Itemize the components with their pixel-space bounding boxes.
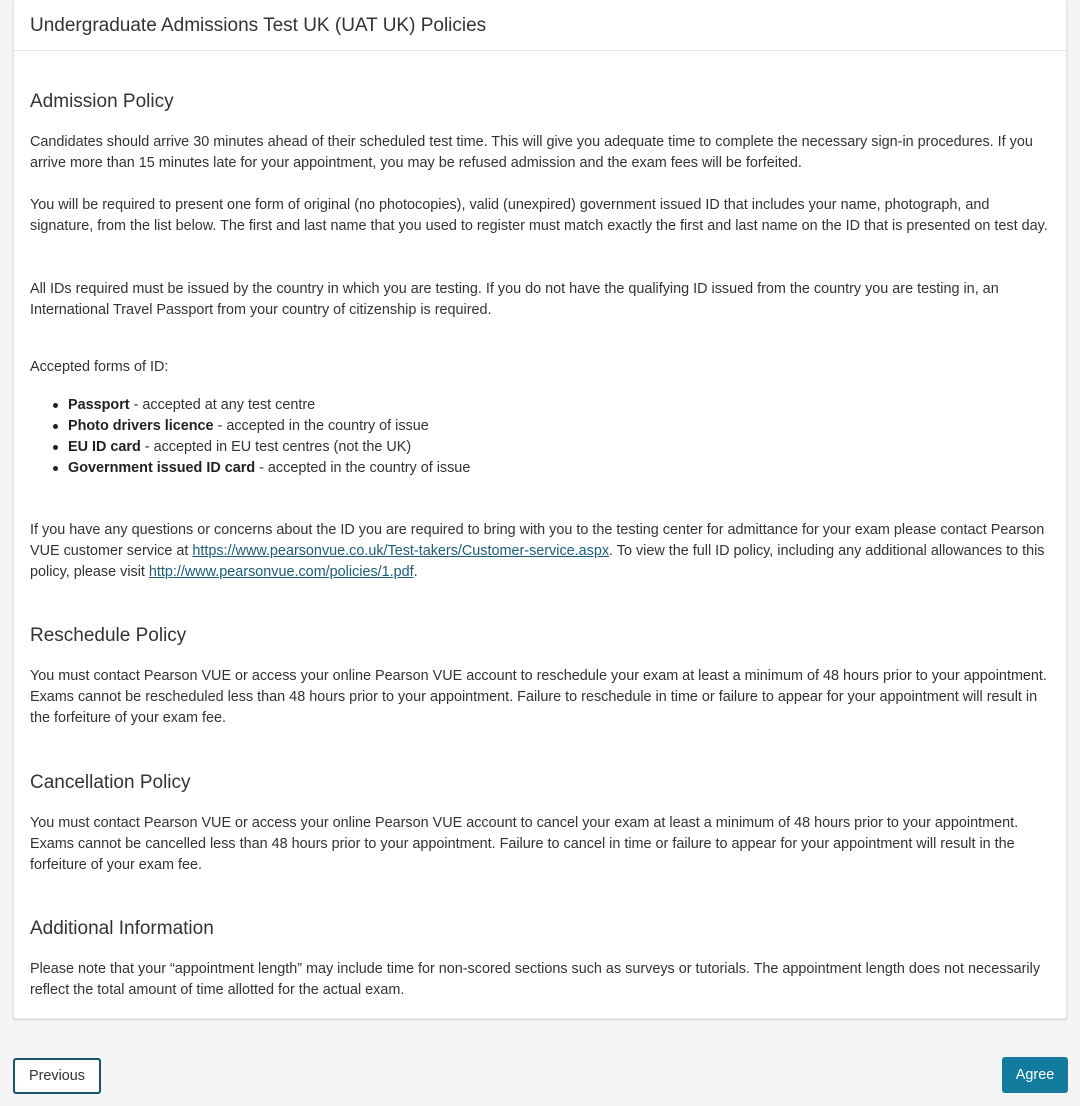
cancellation-policy-heading: Cancellation Policy [30,772,191,793]
id-type-name: Passport [68,397,130,413]
id-type-desc: - accepted in the country of issue [255,460,471,476]
accepted-id-list [30,395,470,479]
admission-paragraph-3: All IDs required must be issued by the country in which you are testing. If you do not have the qualifying ID issued from the country you are testing in, an International Travel Passport from your country of citizenship is required. [30,281,999,318]
policies-panel [13,0,1067,1019]
id-type-name: Photo drivers licence [68,418,214,434]
id-type-name: Government issued ID card [68,460,256,476]
list-item [68,395,470,416]
id-type-name: EU ID card [68,439,141,455]
customer-service-link[interactable]: https://www.pearsonvue.co.uk/Test-takers/Customer-service.aspx [192,543,610,559]
previous-button[interactable]: Previous [13,1058,101,1094]
panel-header [14,0,1066,51]
list-item [68,416,470,437]
contact-text-2: . To view the full ID policy, including any additional allowances to this policy, please visit [30,543,1045,580]
page-title: Undergraduate Admissions Test UK (UAT UK) Policies [30,15,487,36]
cancellation-paragraph: You must contact Pearson VUE or access your online Pearson VUE account to cancel your exam at least a minimum of 48 hours prior to your appointment. Exams cannot be cancelled less than 48 hours prior to your appointment. Failure to cancel in time or failure to appear for your appointment will result in the forfeiture of your exam fee. [30,815,1019,873]
admission-paragraph-1: Candidates should arrive 30 minutes ahead of their scheduled test time. This will give you adequate time to complete the necessary sign-in procedures. If you arrive more than 15 minutes late for your appointment, you may be refused admission and the exam fees will be forfeited. [30,134,1033,171]
id-type-desc: - accepted in the country of issue [213,418,429,434]
reschedule-paragraph: You must contact Pearson VUE or access your online Pearson VUE account to reschedule your exam at least a minimum of 48 hours prior to your appointment. Exams cannot be rescheduled less than 48 hours prior to your appointment. Failure to reschedule in time or failure to appear for your appointment will result in the forfeiture of your exam fee. [30,668,1047,726]
additional-information-heading: Additional Information [30,918,214,939]
admission-policy-heading: Admission Policy [30,91,174,112]
id-policy-pdf-link[interactable]: http://www.pearsonvue.com/policies/1.pdf [148,564,414,580]
id-type-desc: - accepted at any test centre [129,397,316,413]
id-type-desc: - accepted in EU test centres (not the UK) [140,439,412,455]
list-item [68,458,470,479]
admission-paragraph-2: You will be required to present one form of original (no photocopies), valid (unexpired) government issued ID that includes your name, photograph, and signature, from the list below. The first and last name that you used to register must match exactly the first and last name on the ID that is presented on test day. [30,197,1048,234]
additional-information-paragraph: Please note that your “appointment length” may include time for non-scored sections such as surveys or tutorials. The appointment length does not necessarily reflect the total amount of time allotted for the actual exam. [30,961,1041,998]
contact-text-3: . [413,564,418,580]
reschedule-policy-heading: Reschedule Policy [30,625,187,646]
list-item [68,437,470,458]
id-contact-paragraph [30,520,1052,583]
accepted-id-label: Accepted forms of ID: [30,359,169,375]
contact-text-1: If you have any questions or concerns about the ID you are required to bring with you to the testing center for admittance for your exam please contact Pearson VUE customer service at [30,522,1045,559]
agree-button[interactable]: Agree [1002,1057,1068,1093]
